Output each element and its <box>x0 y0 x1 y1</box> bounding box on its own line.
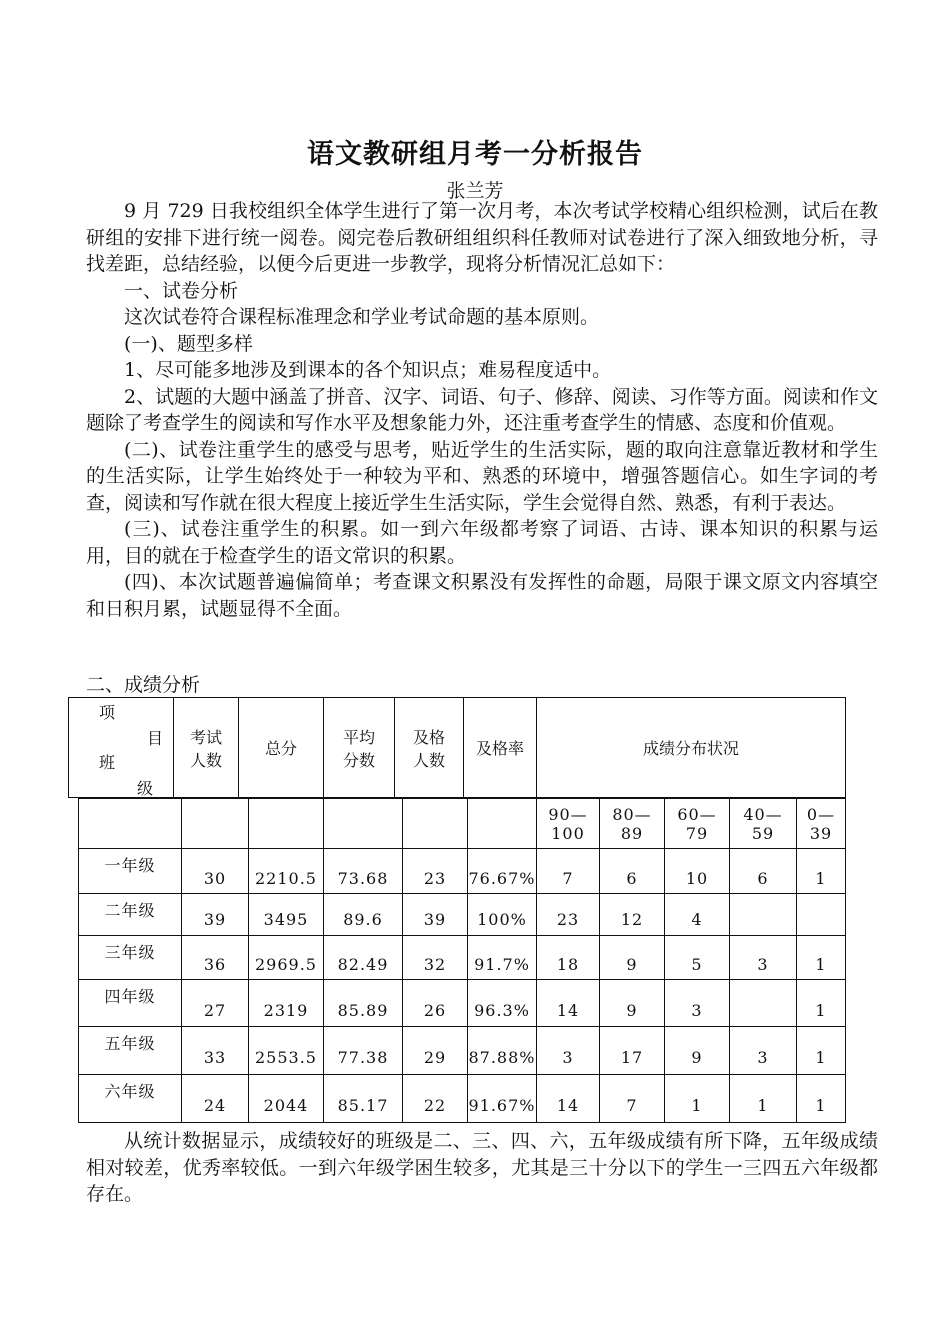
header-rate: 及格率 <box>464 698 537 798</box>
table-row: 五年级 33 2553.5 77.38 29 87.88% 3 17 9 3 1 <box>79 1027 846 1075</box>
author-name: 张兰芳 <box>446 180 504 202</box>
paragraph: (三)、试卷注重学生的积累。如一到六年级都考察了词语、古诗、课本知识的积累与运用，目的就在于检查学生的语文常识的积累。 <box>86 518 878 567</box>
score-table-header <box>68 697 846 798</box>
report-title: 语文教研组月考一分析报告 <box>307 139 643 170</box>
table-row: 二年级 39 3495 89.6 39 100% 23 12 4 <box>79 894 846 936</box>
subheading: (一)、题型多样 <box>124 332 253 355</box>
underline-blank <box>200 677 280 698</box>
band-0-39: 0— 39 <box>797 799 846 849</box>
corner-cell: 项 目 班 级 <box>69 698 174 798</box>
paragraph: 2、试题的大题中涵盖了拼音、汉字、词语、句子、修辞、阅读、习作等方面。阅读和作文题除了考查学生的阅读和写作水平及想象能力外，还注重考查学生的情感、态度和价值观。 <box>86 385 878 434</box>
band-60-79: 60— 79 <box>665 799 730 849</box>
conclusion-paragraph: 从统计数据显示，成绩较好的班级是二、三、四、六，五年级成绩有所下降，五年级成绩相对较差，优秀率较低。一到六年级学困生较多，尤其是三十分以下的学生一三四五六年级都存在。 <box>86 1130 878 1205</box>
intro-paragraph: 9 月 729 日我校组织全体学生进行了第一次月考，本次考试学校精心组织检测，试后在教研组的安排下进行统一阅卷。阅完卷后教研组组织科任教师对试卷进行了深入细致地分析，寻找差距，总结经验，以便今后更进一步教学，现将分析情况汇总如下： <box>86 200 878 275</box>
band-90-100: 90— 100 <box>537 799 600 849</box>
paragraph: 这次试卷符合课程标准理念和学业考试命题的基本原则。 <box>124 306 600 328</box>
table-row: 六年级 24 2044 85.17 22 91.67% 14 7 1 1 1 <box>79 1075 846 1123</box>
report-body <box>86 198 878 622</box>
band-40-59: 40— 59 <box>730 799 797 849</box>
header-distribution: 成绩分布状况 <box>537 698 846 798</box>
paragraph: 1、尽可能多地涉及到课本的各个知识点；难易程度适中。 <box>124 359 612 381</box>
header-avg: 平均 分数 <box>324 698 395 798</box>
table-row: 一年级 30 2210.5 73.68 23 76.67% 7 6 10 6 1 <box>79 849 846 894</box>
header-pass: 及格 人数 <box>395 698 464 798</box>
paragraph: (二)、试卷注重学生的感受与思考，贴近学生的生活实际，题的取向注意靠近教材和学生的生活实际，让学生始终处于一种较为平和、熟悉的环境中，增强答题信心。如生字词的考查，阅读和写作就在很大程度上接近学生生活实际，学生会觉得自然、熟悉，有利于表达。 <box>86 438 878 514</box>
table-row: 四年级 27 2319 85.89 26 96.3% 14 9 3 1 <box>79 980 846 1027</box>
band-row <box>79 799 846 849</box>
band-80-89: 80— 89 <box>600 799 665 849</box>
paragraph: (四)、本次试题普遍偏简单；考查课文积累没有发挥性的命题，局限于课文原文内容填空和日积月累，试题显得不全面。 <box>86 571 878 620</box>
section2-heading: 二、成绩分析 <box>86 672 280 698</box>
header-count: 考试 人数 <box>174 698 239 798</box>
header-total: 总分 <box>239 698 324 798</box>
conclusion <box>86 1128 878 1208</box>
score-table <box>78 798 846 1123</box>
section1-heading: 一、试卷分析 <box>124 279 239 302</box>
table-row: 三年级 36 2969.5 82.49 32 91.7% 18 9 5 3 1 <box>79 936 846 980</box>
